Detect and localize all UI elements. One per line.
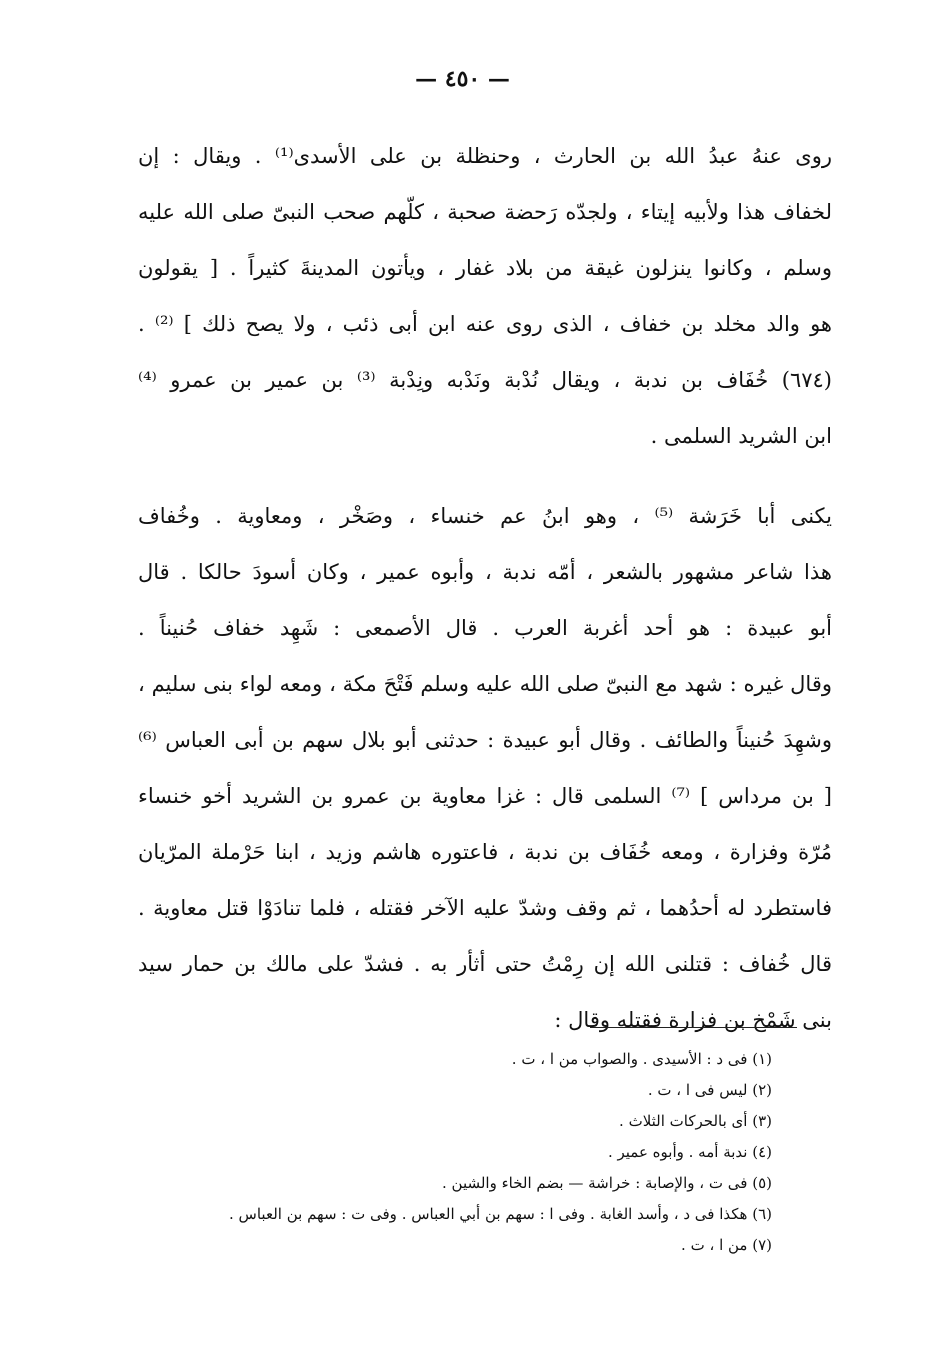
text-line: بنى شَمْخ بن فزارة فقتله وقال : (554, 1008, 832, 1032)
text-line: مُرّة وفزارة ، ومعه خُفَاف بن ندبة ، فاعتوره هاشم وزيد ، ابنا حَرْملة المرّيان (138, 840, 832, 864)
text-line: وسلم ، وكانوا ينزلون غيقة من بلاد غفار ، ويأتون المدينةَ كثيراً . [ يقولون (138, 256, 832, 280)
footnote: (٥) فى ت ، والإصابة : خراشة — بضم الخاء والشين . (441, 1174, 772, 1192)
text-line: لخفاف هذا ولأبيه إيتاء ، ولجدّه رَحضة صحبة ، كلّهم صحب النبىّ صلى الله عليه (138, 200, 832, 224)
text-line: هو والد مخلد بن خفاف ، الذى روى عنه ابن أبى ذئب ، ولا يصح ذلك ] ⁽²⁾ . (138, 312, 832, 336)
footnote: (٤) ندبة أمه . وأبوه عمير . (607, 1143, 772, 1161)
entry-heading-line: (٦٧٤) خُفَاف بن ندبة ، ويقال نُدْبة ونَدْبه ونِدْبة ⁽³⁾ بن عمير بن عمرو ⁽⁴⁾ (138, 368, 832, 392)
text-line: ابن الشريد السلمى . (650, 424, 832, 448)
paragraph-gap (138, 464, 832, 488)
text-line: [ بن مرداس ] ⁽⁷⁾ السلمى قال : غزا معاوية بن عمرو بن الشريد أخو خنساء (138, 784, 832, 808)
footnote-divider (590, 1027, 797, 1028)
footnote: (٢) ليس فى ا ، ت . (647, 1081, 772, 1099)
text-line: يكنى أبا خَرَشة ⁽⁵⁾ ، وهو ابنُ عم خنساء ، وصَخْر ، ومعاوية . وخُفاف (138, 504, 832, 528)
text-line: روى عنهُ عبدُ الله بن الحارث ، وحنظلة بن على الأسدى⁽¹⁾ . ويقال : إن (138, 144, 832, 168)
text-line: قال خُفاف : قتلنى الله إن رِمْتُ حتى أثأر به . فشدّ على مالك بن حمار سيد (138, 952, 832, 976)
footnote: (٦) هكذا فى د ، وأسد الغابة . وفى ا : سهم بن أبي العباس . وفى ت : سهم بن العباس . (229, 1205, 772, 1223)
main-text (138, 128, 832, 1048)
footnotes (138, 1044, 772, 1261)
footnote: (٧) من ا ، ت . (681, 1236, 772, 1254)
footnote: (٣) أى بالحركات الثلاث . (619, 1112, 772, 1130)
page-number: — ٤٥٠ — (415, 66, 510, 92)
text-line: وشهِدَ حُنيناً والطائف . وقال أبو عبيدة : حدثنى أبو بلال سهم بن أبى العباس ⁽⁶⁾ (138, 728, 832, 752)
text-line: فاستطرد له أحدُهما ، ثم وقف وشدّ عليه الآخر فقتله ، فلما تنادَوْا قتل معاوية . (138, 896, 832, 920)
footnote: (١) فى د : الأسيدى . والصواب من ا ، ت . (511, 1050, 772, 1068)
text-line: وقال غيره : شهد مع النبىّ صلى الله عليه وسلم فَتْحَ مكة ، ومعه لواء بنى سليم ، (138, 672, 832, 696)
text-line: هذا شاعر مشهور بالشعر ، أمّه ندبة ، وأبوه عمير ، وكان أسودَ حالكا . قال (138, 560, 832, 584)
text-line: أبو عبيدة : هو أحد أغربة العرب . قال الأصمعى : شَهِد خفاف حُنيناً . (138, 616, 832, 640)
